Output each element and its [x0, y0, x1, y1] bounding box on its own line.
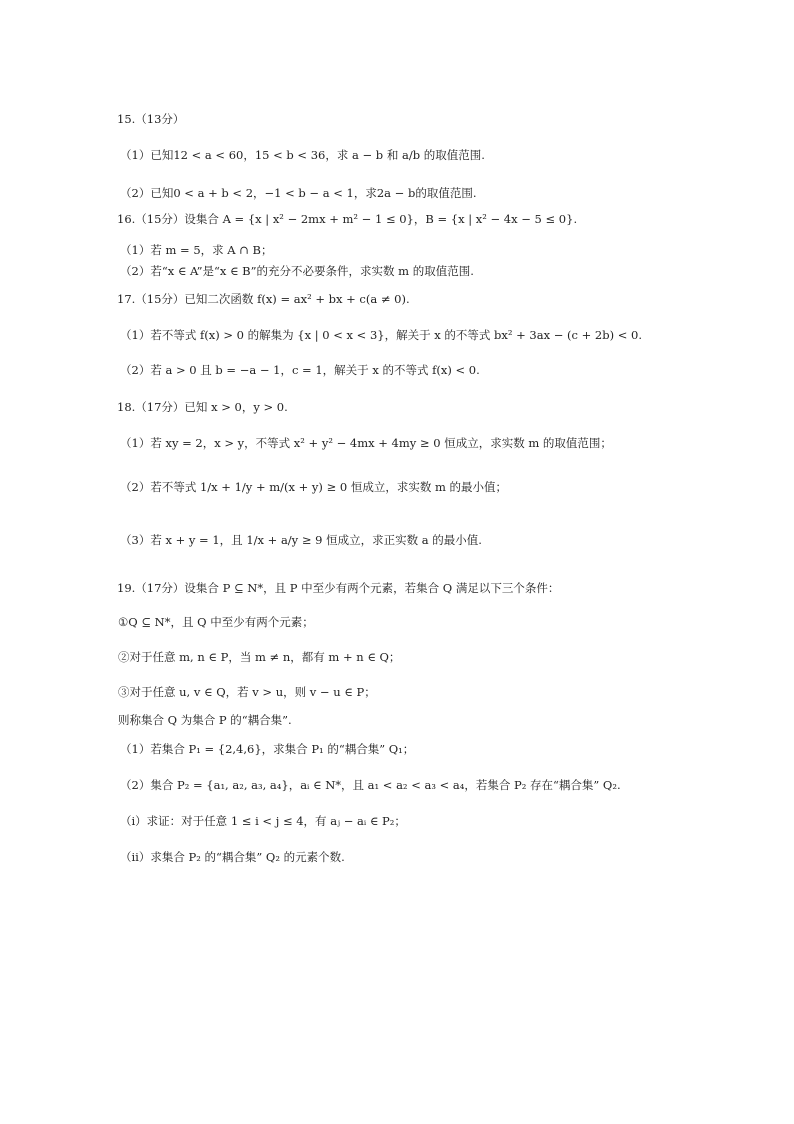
q15-header: 15.（13分） — [117, 112, 185, 126]
q17-part1: （1）若不等式 f(x) > 0 的解集为 {x | 0 < x < 3}，解关于 x 的不等式 bx² + 3ax − (c + 2b) < 0. — [120, 328, 642, 342]
q19-part1: （1）若集合 P₁ = {2,4,6}，求集合 P₁ 的“耦合集” Q₁； — [120, 742, 415, 756]
q19-header: 19.（17分）设集合 P ⊆ N*，且 P 中至少有两个元素，若集合 Q 满足以下三个条件： — [117, 581, 560, 595]
q16-header: 16.（15分）设集合 A = {x | x² − 2mx + m² − 1 ≤ 0}，B = {x | x² − 4x − 5 ≤ 0}. — [117, 212, 578, 226]
q17-part2: （2）若 a > 0 且 b = −a − 1，c = 1，解关于 x 的不等式 f(x) < 0. — [120, 363, 480, 377]
q19-part2-ii: （ⅱ）求集合 P₂ 的“耦合集” Q₂ 的元素个数. — [120, 850, 345, 864]
q19-part2-i: （ⅰ）求证：对于任意 1 ≤ i < j ≤ 4，有 aⱼ − aᵢ ∈ P₂； — [120, 814, 406, 828]
q19-definition: 则称集合 Q 为集合 P 的“耦合集”. — [118, 713, 292, 727]
q15-part2: （2）已知0 < a + b < 2，−1 < b − a < 1，求2a − b的取值范围. — [120, 186, 477, 200]
q19-cond3: ③对于任意 u, v ∈ Q，若 v > u，则 v − u ∈ P； — [118, 685, 376, 699]
q16-part2: （2）若“x ∈ A”是“x ∈ B”的充分不必要条件，求实数 m 的取值范围. — [120, 264, 474, 278]
q15-part1: （1）已知12 < a < 60，15 < b < 36，求 a − b 和 a/b 的取值范围. — [120, 148, 485, 162]
q18-part2: （2）若不等式 1/x + 1/y + m/(x + y) ≥ 0 恒成立，求实数 m 的最小值； — [120, 480, 508, 494]
q18-part1: （1）若 xy = 2，x > y，不等式 x² + y² − 4mx + 4my ≥ 0 恒成立，求实数 m 的取值范围； — [120, 436, 612, 450]
q19-cond1: ①Q ⊆ N*，且 Q 中至少有两个元素； — [118, 615, 314, 629]
q19-part2: （2）集合 P₂ = {a₁, a₂, a₃, a₄}，aᵢ ∈ N*，且 a₁ < a₂ < a₃ < a₄，若集合 P₂ 存在“耦合集” Q₂. — [120, 778, 621, 792]
q16-part1: （1）若 m = 5，求 A ∩ B； — [120, 243, 273, 257]
q19-cond2: ②对于任意 m, n ∈ P，当 m ≠ n，都有 m + n ∈ Q； — [118, 650, 401, 664]
q18-header: 18.（17分）已知 x > 0，y > 0. — [117, 400, 288, 414]
q18-part3: （3）若 x + y = 1，且 1/x + a/y ≥ 9 恒成立，求正实数 a 的最小值. — [120, 533, 482, 547]
q17-header: 17.（15分）已知二次函数 f(x) = ax² + bx + c(a ≠ 0). — [117, 292, 410, 306]
